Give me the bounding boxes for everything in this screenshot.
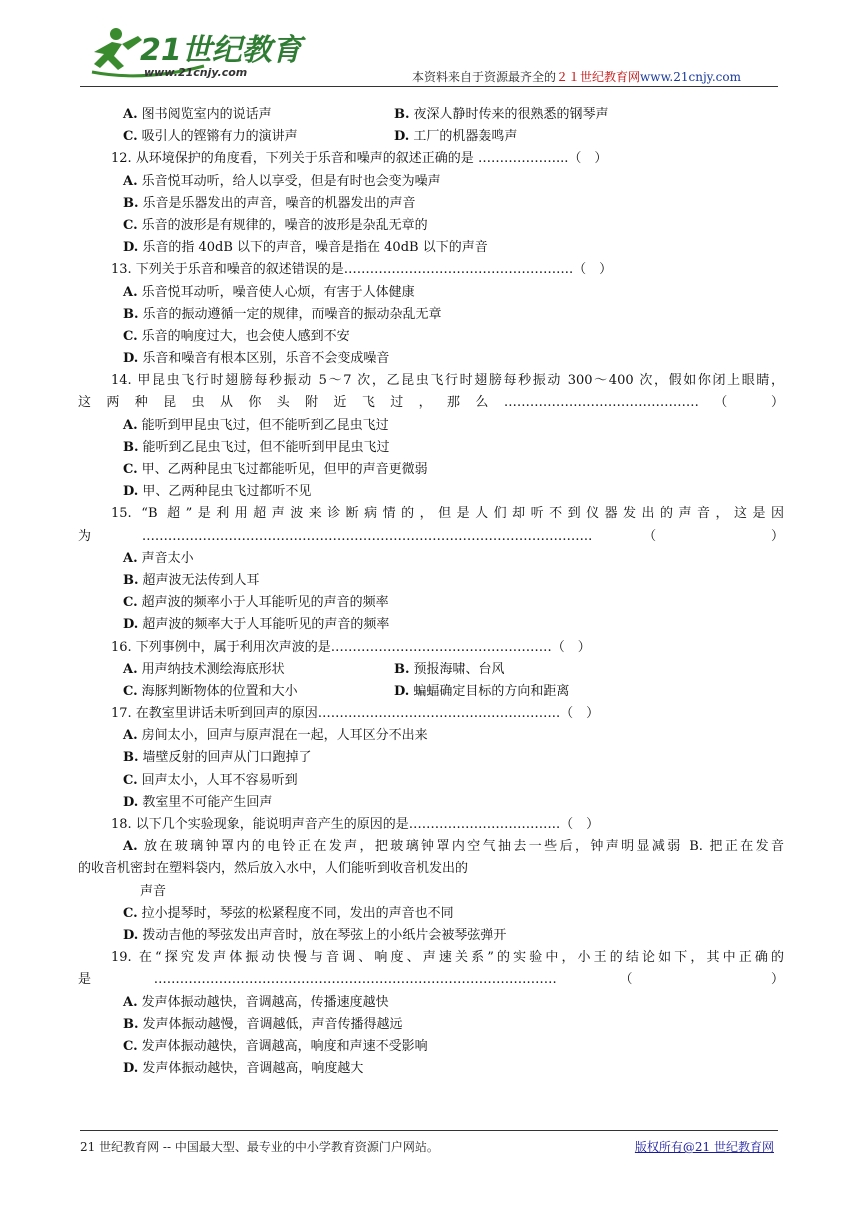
option-label: D.: [123, 794, 139, 810]
header-note-url[interactable]: www.21cnjy.com: [640, 70, 741, 84]
question-stem: 19. 在“探究发声体振动快慢与音调、响度、声速关系”的实验中，小王的结论如下，其中正确的: [111, 950, 784, 966]
option-text: 吸引人的铿锵有力的演讲声: [141, 129, 298, 145]
answer-option-pair: [78, 659, 784, 681]
answer-option: [78, 1036, 784, 1058]
option-text: 乐音是乐器发出的声音，噪音的机器发出的声音: [142, 195, 416, 211]
option-label: B.: [123, 439, 139, 455]
option-label: A.: [123, 661, 138, 677]
answer-option: [78, 193, 784, 215]
option-text: 能听到甲昆虫飞过，但不能听到乙昆虫飞过: [141, 417, 389, 433]
option-text: 墙壁反射的回声从门口跑掉了: [142, 750, 312, 766]
option-label: C.: [123, 462, 138, 477]
question-stem-continued: 这两种昆虫从你头附近飞过，那么………………………………………（ ）: [78, 395, 784, 411]
option-continued: 声音: [140, 883, 167, 899]
question-stem: 16. 下列事例中，属于利用次声波的是……………………………………………（ ）: [111, 639, 591, 655]
option-text: 乐音悦耳动听，噪音使人心烦，有害于人体健康: [141, 284, 415, 300]
answer-option: [78, 592, 784, 614]
answer-option: [78, 903, 784, 925]
option-text: 甲、乙两种昆虫飞过都能听见，但甲的声音更微弱: [141, 462, 428, 477]
option-label: C.: [123, 683, 138, 699]
option-label: A.: [123, 550, 138, 566]
option-text: 乐音的响度过大，也会使人感到不安: [141, 328, 350, 344]
answer-option: [78, 481, 784, 503]
answer-option: [394, 107, 609, 122]
option-text: 发声体振动越慢，音调越低，声音传播得越远: [142, 1016, 403, 1032]
option-label: C.: [123, 328, 138, 344]
answer-option: [78, 614, 784, 636]
option-text: 超声波的频率大于人耳能听见的声音的频率: [142, 617, 390, 633]
option-text: 蝙蝠确定目标的方向和距离: [413, 683, 570, 699]
answer-option: [78, 215, 784, 237]
option-label: A.: [123, 839, 138, 855]
answer-option: [78, 459, 784, 481]
question-stem: 12. 从环境保护的角度看，下列关于乐音和噪声的叙述正确的是 ………………...（ ）: [111, 151, 608, 167]
option-label: C.: [123, 595, 138, 611]
answer-option: [394, 684, 569, 699]
option-text: 海豚判断物体的位置和大小: [141, 683, 298, 699]
option-label: B.: [123, 750, 139, 766]
answer-option: [78, 282, 784, 304]
answer-option: [78, 326, 784, 348]
option-text: 房间太小，回声与原声混在一起，人耳区分不出来: [141, 728, 428, 744]
option-label: D.: [123, 927, 139, 943]
answer-option: [78, 548, 784, 570]
answer-option: [78, 725, 784, 747]
answer-option: [78, 570, 784, 592]
question-stem: 15. “B 超”是利用超声波来诊断病情的，但是人们却听不到仪器发出的声音，这是因: [111, 506, 784, 522]
answer-option: [78, 1014, 784, 1036]
question-stem-continued: 是…………………………………………………………………………………（ ）: [78, 972, 784, 988]
option-text: 夜深人静时传来的很熟悉的钢琴声: [413, 107, 609, 122]
option-label: D.: [123, 240, 139, 256]
question-stem-continued: 的收音机密封在塑料袋内，然后放入水中，人们能听到收音机发出的: [78, 861, 469, 877]
option-label: A.: [123, 284, 138, 300]
option-label: D.: [123, 484, 139, 500]
answer-option: [123, 126, 394, 148]
option-text: 乐音的指 40dB 以下的声音，噪音是指在 40dB 以下的声音: [142, 240, 488, 256]
option-text: 超声波无法传到人耳: [142, 572, 260, 588]
option-label: C.: [123, 905, 138, 921]
option-text: 声音太小: [141, 550, 194, 566]
option-text: 发声体振动越快，音调越高，响度越大: [142, 1061, 364, 1077]
option-label: C.: [123, 129, 138, 145]
answer-option: [78, 237, 784, 259]
option-text: 放在玻璃钟罩内的电铃正在发声，把玻璃钟罩内空气抽去一些后，钟声明显减弱 B. 把正在发音: [141, 839, 784, 855]
footer-copyright-link[interactable]: 版权所有@21 世纪教育网: [634, 1140, 774, 1154]
logo-url-text: www.21cnjy.com: [144, 66, 248, 79]
question-stem: 18. 以下几个实验现象，能说明声音产生的原因的是……………………………..（ ）: [111, 817, 600, 832]
answer-option: [78, 836, 784, 858]
answer-option: [78, 925, 784, 947]
option-label: D.: [123, 617, 139, 633]
answer-option-pair: [78, 681, 784, 703]
answer-option-pair: [78, 104, 784, 126]
option-text: 发声体振动越快，音调越高，响度和声速不受影响: [141, 1038, 428, 1054]
question-content: [78, 104, 784, 1080]
option-label: B.: [123, 1016, 139, 1032]
option-text: 用声纳技术测绘海底形状: [141, 661, 285, 677]
option-text: 教室里不可能产生回声: [142, 794, 273, 810]
header-note: [412, 68, 741, 85]
option-text: 乐音悦耳动听，给人以享受，但是有时也会变为噪声: [141, 173, 441, 189]
option-text: 拨动吉他的琴弦发出声音时，放在琴弦上的小纸片会被琴弦弹开: [142, 927, 507, 943]
answer-option: [78, 437, 784, 459]
option-text: 甲、乙两种昆虫飞过都听不见: [142, 484, 312, 500]
option-text: 能听到乙昆虫飞过，但不能听到甲昆虫飞过: [142, 439, 390, 455]
header-divider: [80, 86, 778, 87]
answer-option: [78, 770, 784, 792]
logo-main-text: 21世纪教育: [140, 33, 302, 68]
answer-option-pair: [78, 126, 784, 148]
option-label: D.: [394, 683, 410, 699]
answer-option: [123, 104, 394, 126]
option-text: 工厂的机器轰鸣声: [413, 129, 518, 145]
option-label: A.: [123, 107, 138, 122]
footer-left-text: 21 世纪教育网 -- 中国最大型、最专业的中小学教育资源门户网站。: [80, 1140, 439, 1154]
option-label: B.: [123, 195, 139, 211]
question-stem: 17. 在教室里讲话未听到回声的原因………………………………………………..（ ）: [111, 706, 600, 722]
option-label: C.: [123, 772, 138, 788]
question-stem-continued: 为…………………………………………………………………………………………..（ ）: [78, 528, 784, 544]
answer-option: [394, 662, 505, 677]
option-text: 预报海啸、台风: [413, 661, 505, 677]
option-label: B.: [394, 661, 410, 677]
option-label: A.: [123, 994, 138, 1010]
answer-option: [78, 415, 784, 437]
option-text: 拉小提琴时，琴弦的松紧程度不同，发出的声音也不同: [141, 905, 454, 921]
option-label: A.: [123, 728, 138, 744]
question-stem: 13. 下列关于乐音和噪音的叙述错误的是……………………………………………..（ ）: [111, 262, 613, 278]
answer-option: [394, 129, 517, 144]
answer-option: [78, 992, 784, 1014]
option-label: B.: [123, 306, 139, 322]
option-text: 回声太小，人耳不容易听到: [141, 772, 298, 788]
answer-option: [78, 171, 784, 193]
option-text: 图书阅览室内的说话声: [141, 107, 272, 122]
option-text: 发声体振动越快，音调越高，传播速度越快: [141, 994, 389, 1010]
option-label: B.: [394, 107, 410, 122]
runner-logo-icon: [84, 22, 302, 84]
option-text: 乐音的波形是有规律的，噪音的波形是杂乱无章的: [141, 217, 428, 233]
header-note-site[interactable]: ２１世纪教育网: [556, 70, 641, 84]
option-text: 乐音的振动遵循一定的规律，而噪音的振动杂乱无章: [142, 306, 442, 322]
answer-option: [78, 348, 784, 370]
option-label: D.: [394, 129, 410, 145]
header-note-prefix: 本资料来自于资源最齐全的: [412, 70, 557, 84]
answer-option: [123, 659, 394, 681]
option-label: D.: [123, 351, 139, 367]
option-text: 乐音和噪音有根本区别，乐音不会变成噪音: [142, 351, 390, 367]
answer-option: [78, 747, 784, 769]
answer-option: [123, 681, 394, 703]
answer-option: [78, 792, 784, 814]
answer-option: [78, 304, 784, 326]
option-label: B.: [123, 572, 139, 588]
option-label: A.: [123, 417, 138, 433]
question-stem: 14. 甲昆虫飞行时翅膀每秒振动 5～7 次，乙昆虫飞行时翅膀每秒振动 300～400 次，假如你闭上眼睛，: [111, 373, 784, 389]
option-label: C.: [123, 217, 138, 233]
footer-divider: [80, 1130, 778, 1131]
answer-option: [78, 1058, 784, 1080]
option-label: D.: [123, 1061, 139, 1077]
option-label: C.: [123, 1038, 138, 1054]
site-logo: [84, 22, 302, 84]
page-header: [0, 0, 860, 100]
option-text: 超声波的频率小于人耳能听见的声音的频率: [141, 595, 389, 611]
option-label: A.: [123, 173, 138, 189]
